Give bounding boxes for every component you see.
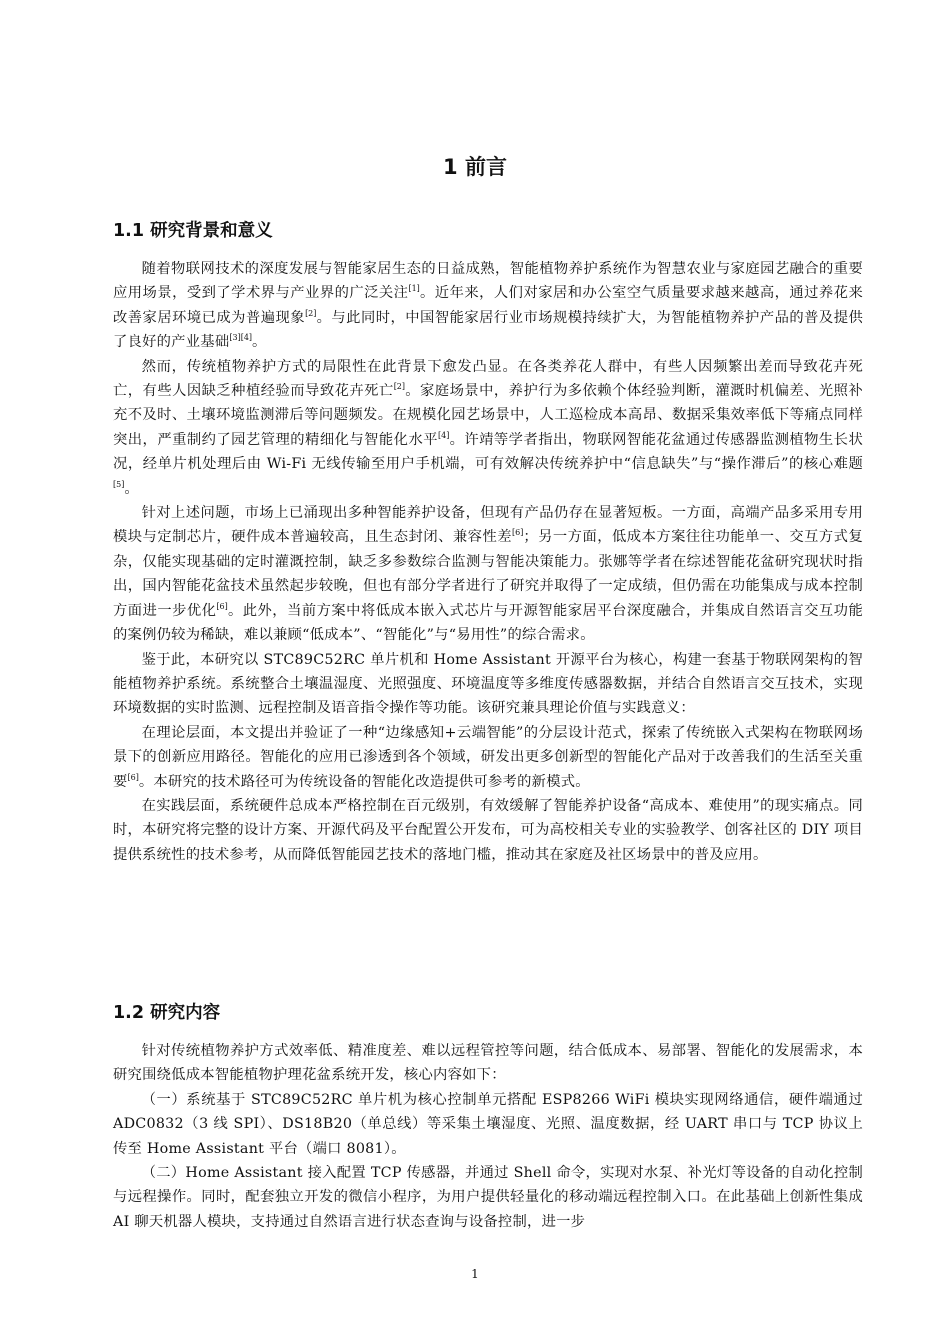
paragraph-text: （二）Home Assistant 接入配置 TCP 传感器，并通过 Shell 命令，实现对水泵、补光灯等设备的自动化控制与远程操作。同时，配套独立开发的微信小程序，为用户提供轻量化的移动端远程控制入口。在此基础上创新性集成 AI 聊天机器人模块，支持通过自然语言进行状态查询与设备控制，进一步 <box>113 1165 863 1230</box>
paragraph-text: 然而，传统植物养护方式的局限性在此背景下愈发凸显。在各类养花人群中，有些人因频繁出差而导致花卉死亡，有些人因缺乏种植经验而导致花卉死亡 <box>113 358 863 400</box>
section-heading-1-2: 1.2 研究内容 <box>113 1003 221 1023</box>
citation-marker: [2] <box>305 308 317 318</box>
paragraph-text: 。近年来，人们对家居和办公室空气质量要求越来越高，通过养花来改善家居环境已成为普遍现象 <box>113 285 864 326</box>
citation-marker: [4] <box>438 430 450 440</box>
paragraph-text: 针对传统植物养护方式效率低、精准度差、难以远程管控等问题，结合低成本、易部署、智能化的发展需求，本研究围绕低成本智能植物护理花盆系统开发，核心内容如下： <box>113 1043 863 1084</box>
paragraph-text: （一）系统基于 STC89C52RC 单片机为核心控制单元搭配 ESP8266 WiFi 模块实现网络通信，硬件端通过 ADC0832（3 线 SPI）、DS18B20（单总线）等采集土壤湿度、光照、温度数据，经 UART 串口与 TCP 协议上传至 Home Assistant 平台（端口 8081）。 <box>113 1091 863 1157</box>
paragraph-text: 随着物联网技术的深度发展与智能家居生态的日益成熟，智能植物养护系统作为智慧农业与家庭园艺融合的重要应用场景，受到了学术界与产业界的广泛关注 <box>113 261 863 302</box>
page-number: 1 <box>471 1267 479 1281</box>
citation-marker: [6] <box>216 601 228 611</box>
paragraph-text: 。家庭场景中，养护行为多依赖个体经验判断，灌溉时机偏差、光照补充不及时、土壤环境监测滞后等问题频发。在规模化园艺场景中，人工巡检成本高昂、数据采集效率低下等痛点同样突出，严重制约了园艺管理的精细化与智能化水平 <box>113 383 863 448</box>
paragraph-text: 在理论层面，本文提出并验证了一种“边缘感知+云端智能”的分层设计范式，探索了传统嵌入式架构在物联网场景下的创新应用路径。智能化的应用已渗透到各个领域，研发出更多创新型的智能化产品对于改善我们的生活至关重要 <box>113 724 863 790</box>
body-paragraph <box>113 648 863 721</box>
body-paragraph <box>113 1161 863 1234</box>
paragraph-text: 针对上述问题，市场上已涌现出多种智能养护设备，但现有产品仍存在显著短板。一方面，高端产品多采用专用模块与定制芯片，硬件成本普遍较高，且生态封闭、兼容性差 <box>113 505 863 546</box>
chapter-title: 1 前言 <box>443 155 507 179</box>
citation-marker: [2] <box>393 382 406 392</box>
body-paragraph <box>113 355 863 501</box>
body-paragraph <box>113 721 863 794</box>
citation-marker: [3][4] <box>229 333 253 343</box>
citation-marker: [1] <box>408 284 420 294</box>
paragraph-text: ；另一方面，低成本方案往往功能单一、交互方式复杂，仅能实现基础的定时灌溉控制，缺乏多参数综合监测与智能决策能力。张娜等学者在综述智能花盆研究现状时指出，国内智能花盆技术虽然起步较晚，但也有部分学者进行了研究并取得了一定成绩，但仍需在功能集成与成本控制方面进一步优化 <box>113 529 863 619</box>
citation-marker: [6] <box>127 772 139 782</box>
paragraph-text: 在实践层面，系统硬件总成本严格控制在百元级别，有效缓解了智能养护设备“高成本、难使用”的现实痛点。同时，本研究将完整的设计方案、开源代码及平台配置公开发布，可为高校相关专业的实验教学、创客社区的 DIY 项目提供系统性的技术参考，从而降低智能园艺技术的落地门槛，推动其在家庭及社区场景中的普及应用。 <box>113 797 863 863</box>
body-paragraph <box>113 1039 863 1088</box>
body-paragraph <box>113 794 863 867</box>
paragraph-text: 。 <box>252 334 267 351</box>
paragraph-text: 。此外，当前方案中将低成本嵌入式芯片与开源智能家居平台深度融合，并集成自然语言交互功能的案例仍较为稀缺，难以兼顾“低成本”、“智能化”与“易用性”的综合需求。 <box>113 602 864 644</box>
section-body-1-2 <box>113 1039 863 1234</box>
paragraph-text: 。 <box>124 480 139 497</box>
paragraph-text: 。许靖等学者指出，物联网智能花盆通过传感器监测植物生长状况，经单片机处理后由 Wi-Fi 无线传输至用户手机端，可有效解决传统养护中“信息缺失”与“操作滞后”的核心难题 <box>113 431 864 473</box>
section-body-1-1 <box>113 257 863 867</box>
citation-marker: [5] <box>113 479 125 489</box>
body-paragraph <box>113 501 863 647</box>
paragraph-text: 。与此同时，中国智能家居行业市场规模持续扩大，为智能植物养护产品的普及提供了良好的产业基础 <box>113 309 864 351</box>
paragraph-text: 。本研究的技术路径可为传统设备的智能化改造提供可参考的新模式。 <box>138 773 590 790</box>
section-heading-1-1: 1.1 研究背景和意义 <box>113 221 273 241</box>
paragraph-text: 鉴于此，本研究以 STC89C52RC 单片机和 Home Assistant 开源平台为核心，构建一套基于物联网架构的智能植物养护系统。系统整合土壤温湿度、光照强度、环境温度等多维度传感器数据，并结合自然语言交互技术，实现环境数据的实时监测、远程控制及语音指令操作等功能。该研究兼具理论价值与实践意义： <box>113 651 863 717</box>
body-paragraph <box>113 1088 863 1161</box>
citation-marker: [6] <box>512 528 524 538</box>
body-paragraph <box>113 257 863 355</box>
